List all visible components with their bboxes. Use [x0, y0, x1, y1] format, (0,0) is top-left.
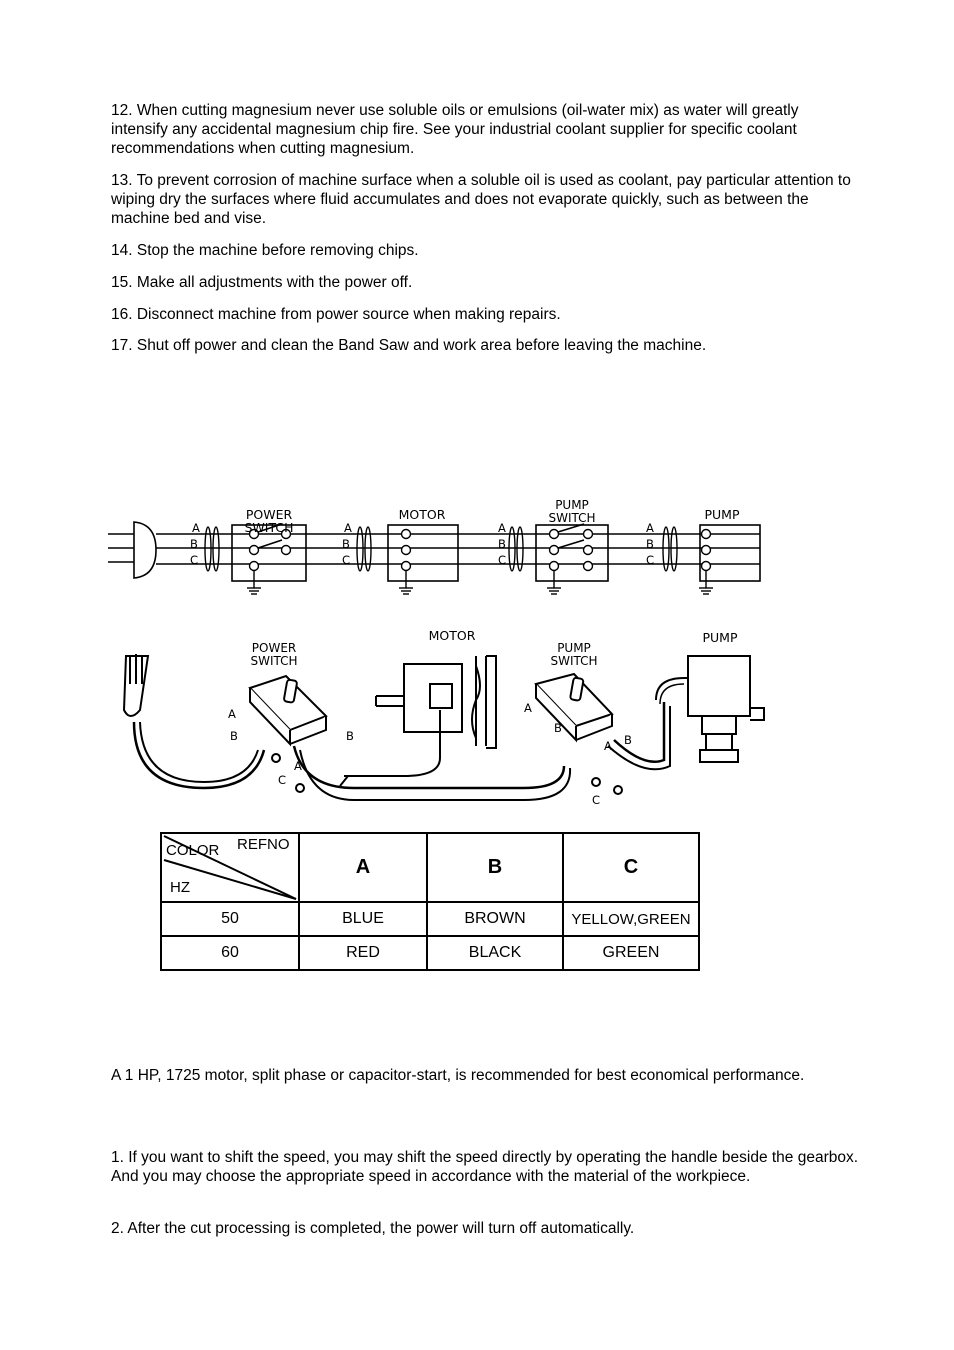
- corner-label-hz: HZ: [170, 879, 190, 896]
- wire-letter-a: A: [646, 521, 654, 535]
- rule-15: 15. Make all adjustments with the power off.: [111, 274, 413, 291]
- motor-note: A 1 HP, 1725 motor, split phase or capacitor-start, is recommended for best economical performance.: [111, 1067, 805, 1084]
- wire-letter-c: C: [342, 553, 351, 567]
- operation-step-1: 1. If you want to shift the speed, you may shift the speed directly by operating the handle beside the gearbox. And you may choose the appropriate speed in accordance with the material of the workpiece.: [111, 1149, 859, 1185]
- wire-letter-c: C: [498, 553, 507, 567]
- operation-step-2: 2. After the cut processing is completed, the power will turn off automatically.: [111, 1220, 635, 1237]
- table-row: [161, 936, 699, 970]
- corner-label-refno: REFNO: [237, 836, 290, 853]
- table-header-row: [161, 833, 699, 902]
- wiring-diagram: [104, 488, 788, 816]
- wire-letter-b: B: [230, 729, 238, 743]
- rule-17: 17. Shut off power and clean the Band Saw and work area before leaving the machine.: [111, 337, 707, 354]
- schematic-diagram: [108, 522, 760, 594]
- rule-12: 12. When cutting magnesium never use soluble oils or emulsions (oil-water mix) as water will greatly intensify any accidental magnesium chip fire. See your industrial coolant supplier for specific coolant recommendations when cutting magnesium.: [111, 102, 799, 157]
- schematic-label-pump-switch: PUMP SWITCH: [548, 498, 596, 525]
- wire-letter-a: A: [192, 521, 200, 535]
- header-a: A: [299, 833, 427, 902]
- header-c: C: [563, 833, 699, 902]
- pictorial-label-power-switch: POWER SWITCH: [250, 641, 298, 668]
- wire-letter-a: A: [294, 759, 302, 773]
- wire-letter-a: A: [524, 701, 532, 715]
- table-corner-cell: [161, 833, 299, 902]
- rule-13: 13. To prevent corrosion of machine surface when a soluble oil is used as coolant, pay particular attention to wiping dry the surfaces where fluid accumulates and does not evaporate quickly, such as between the machine bed and vise.: [111, 172, 851, 227]
- wire-letter-a: A: [604, 739, 612, 753]
- wire-letter-b: B: [646, 537, 654, 551]
- wire-letter-c: C: [190, 553, 199, 567]
- corner-label-color: COLOR: [166, 842, 220, 859]
- row-color-b: BLACK: [427, 936, 563, 970]
- header-b: B: [427, 833, 563, 902]
- wire-letter-b: B: [498, 537, 506, 551]
- row-color-c: GREEN: [563, 936, 699, 970]
- schematic-plug: [134, 522, 156, 578]
- row-color-b: BROWN: [427, 902, 563, 936]
- wire-letter-a: A: [498, 521, 506, 535]
- row-color-a: RED: [299, 936, 427, 970]
- schematic-label-motor: MOTOR: [398, 507, 446, 522]
- schematic-label-power-switch: POWER SWITCH: [244, 507, 294, 535]
- row-hz: 50: [161, 902, 299, 936]
- wire-letter-c: C: [646, 553, 655, 567]
- wire-letter-b: B: [346, 729, 354, 743]
- row-hz: 60: [161, 936, 299, 970]
- wire-letter-b: B: [342, 537, 350, 551]
- rule-16: 16. Disconnect machine from power source when making repairs.: [111, 306, 561, 323]
- pictorial-label-motor: MOTOR: [428, 628, 476, 643]
- pictorial-label-pump-switch: PUMP SWITCH: [550, 641, 598, 668]
- rule-14: 14. Stop the machine before removing chips.: [111, 242, 419, 259]
- wire-letter-a: A: [228, 707, 236, 721]
- pictorial-diagram: [124, 654, 764, 800]
- ground-symbols: [247, 570, 713, 594]
- row-color-a: BLUE: [299, 902, 427, 936]
- wire-letter-b: B: [624, 733, 632, 747]
- wire-letter-a: A: [344, 521, 352, 535]
- schematic-label-pump: PUMP: [704, 507, 740, 522]
- wire-color-table: [160, 832, 700, 971]
- wire-letter-c: C: [592, 793, 601, 807]
- wire-letter-c: C: [278, 773, 287, 787]
- table-row: [161, 902, 699, 936]
- wire-letter-b: B: [190, 537, 198, 551]
- row-color-c: YELLOW,GREEN: [563, 902, 699, 936]
- pictorial-label-pump: PUMP: [702, 630, 738, 645]
- wire-letter-b: B: [554, 721, 562, 735]
- pump-body: [688, 656, 750, 716]
